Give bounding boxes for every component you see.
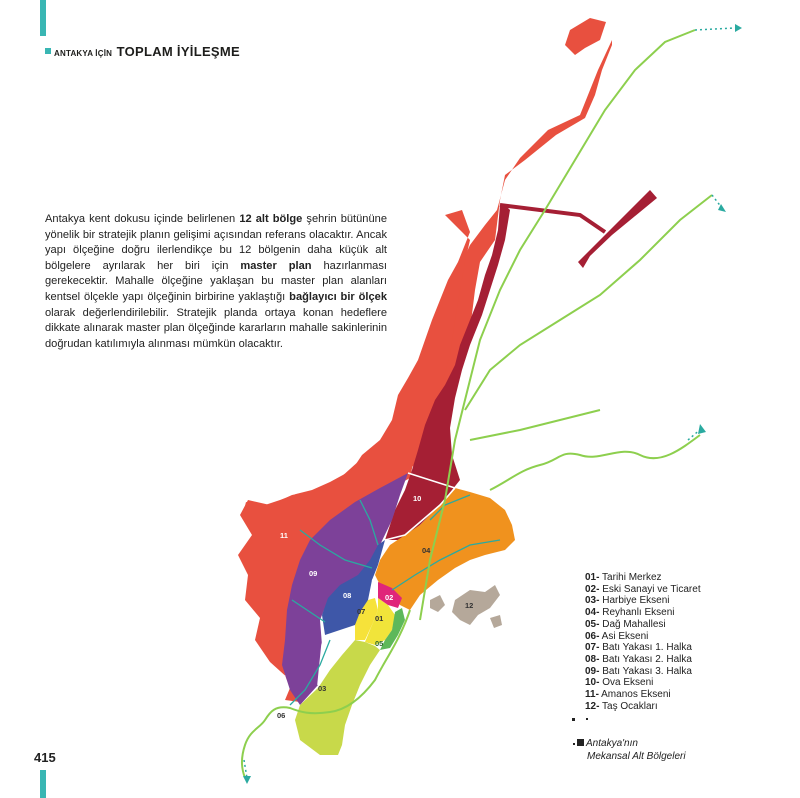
- legend-bullet-icon: [572, 718, 575, 721]
- body-text-part: şehrin bütününe yönelik bir stratejik planın gelişimi açısından referans olacaktır. Ancak yapı ölçeğine doğru ilerlendikçe bu 12 bölgenin daha küçük alt bölgelere ayrılarak her biri için: [45, 213, 387, 272]
- header-prefix: ANTAKYA İÇİN: [54, 49, 113, 58]
- body-text-part: hazırlanması gerekecektir. Mahalle ölçeğine yaklaşan bu master plan alanları kentsel ölçekle yapı ölçeğinin birbirine yaklaştığı: [45, 259, 387, 303]
- legend-label: Batı Yakası 2. Halka: [599, 653, 692, 665]
- legend-code: 11-: [585, 689, 599, 701]
- zone-10-connector: [500, 205, 605, 232]
- region-label-08: 08: [343, 591, 352, 600]
- caption-line1: Antakya'nın: [586, 738, 638, 749]
- region-label-01: 01: [375, 614, 384, 623]
- legend-label: Dağ Mahallesi: [599, 618, 666, 630]
- legend-item: [585, 595, 701, 607]
- page-number: 415: [34, 750, 56, 765]
- legend-code: 10-: [585, 677, 600, 689]
- legend-label: Reyhanlı Ekseni: [599, 607, 675, 619]
- legend-label: Eski Sanayi ve Ticaret: [599, 583, 701, 595]
- region-label-02: 02: [385, 593, 394, 602]
- legend-label: Tarihi Merkez: [599, 572, 662, 583]
- region-label-04: 04: [422, 546, 431, 555]
- legend-label: Batı Yakası 3. Halka: [599, 665, 692, 677]
- region-label-03: 03: [318, 684, 327, 693]
- region-label-10: 10: [413, 494, 422, 503]
- caption-line2: Mekansal Alt Bölgeleri: [587, 751, 686, 762]
- legend-label: Amanos Ekseni: [598, 689, 671, 701]
- header-title: TOPLAM İYİLEŞME: [116, 44, 240, 59]
- legend-item: [585, 677, 701, 689]
- legend-code: 01-: [585, 572, 600, 583]
- region-label-11: 11: [280, 531, 288, 540]
- legend-code: 09-: [585, 665, 600, 677]
- body-text-part: Antakya kent dokusu içinde belirlenen: [45, 213, 240, 225]
- legend-label: Taş Ocakları: [599, 700, 658, 712]
- caption-dot-icon: [573, 743, 575, 745]
- legend-label: Ova Ekseni: [599, 677, 654, 689]
- route-arrowhead-icon: [718, 204, 726, 212]
- body-bold-part: bağlayıcı bir ölçek: [289, 290, 387, 303]
- legend-item: [585, 654, 701, 666]
- legend-item: [585, 666, 701, 678]
- legend-code: 03-: [585, 595, 600, 607]
- region-label-09: 09: [309, 569, 318, 578]
- legend-code: 07-: [585, 642, 600, 654]
- legend-code: 04-: [585, 607, 600, 619]
- legend-code: 05-: [585, 618, 600, 630]
- legend-item: [585, 619, 701, 631]
- zone-12-patch: [430, 595, 445, 612]
- map-caption: [573, 737, 686, 763]
- route-arrowhead-icon: [698, 424, 706, 434]
- legend-code: 06-: [585, 630, 600, 642]
- legend-item: [585, 607, 701, 619]
- legend-label: Asi Ekseni: [599, 630, 649, 642]
- legend-label: Harbiye Ekseni: [599, 595, 670, 607]
- body-text-part: olarak değerlendirilebilir. Stratejik planda ortaya konan hedeflere dikkate alınarak master plan ölçeğinde kararların mahalle sakinlerinin doğrudan katılımıyla alınması mümkün olacaktır.: [45, 306, 387, 350]
- region-label-06: 06: [277, 711, 286, 720]
- legend-code: 12-: [585, 700, 600, 712]
- region-label-12: 12: [465, 601, 474, 610]
- map-legend: [585, 572, 701, 712]
- caption-square-icon: [577, 739, 584, 746]
- legend-label: Batı Yakası 1. Halka: [599, 642, 692, 654]
- legend-item: [585, 701, 701, 713]
- route-arrows: [695, 28, 735, 208]
- region-label-05: 05: [375, 639, 384, 648]
- region-label-07: 07: [357, 607, 366, 616]
- legend-item: [585, 584, 701, 596]
- legend-item: [585, 689, 701, 701]
- route-arrowhead-icon: [243, 776, 251, 784]
- body-bold-part: master plan: [240, 259, 312, 272]
- route-arrowhead-icon: [735, 24, 742, 32]
- industrial-strip: [578, 190, 657, 268]
- legend-code: 08-: [585, 653, 600, 665]
- legend-item: [585, 631, 701, 643]
- legend-bullet-icon: [586, 718, 588, 720]
- zone-12-patch: [490, 615, 502, 628]
- legend-item: [585, 572, 701, 584]
- legend-item: [585, 642, 701, 654]
- body-bold-part: 12 alt bölge: [239, 213, 303, 225]
- legend-code: 02-: [585, 583, 600, 595]
